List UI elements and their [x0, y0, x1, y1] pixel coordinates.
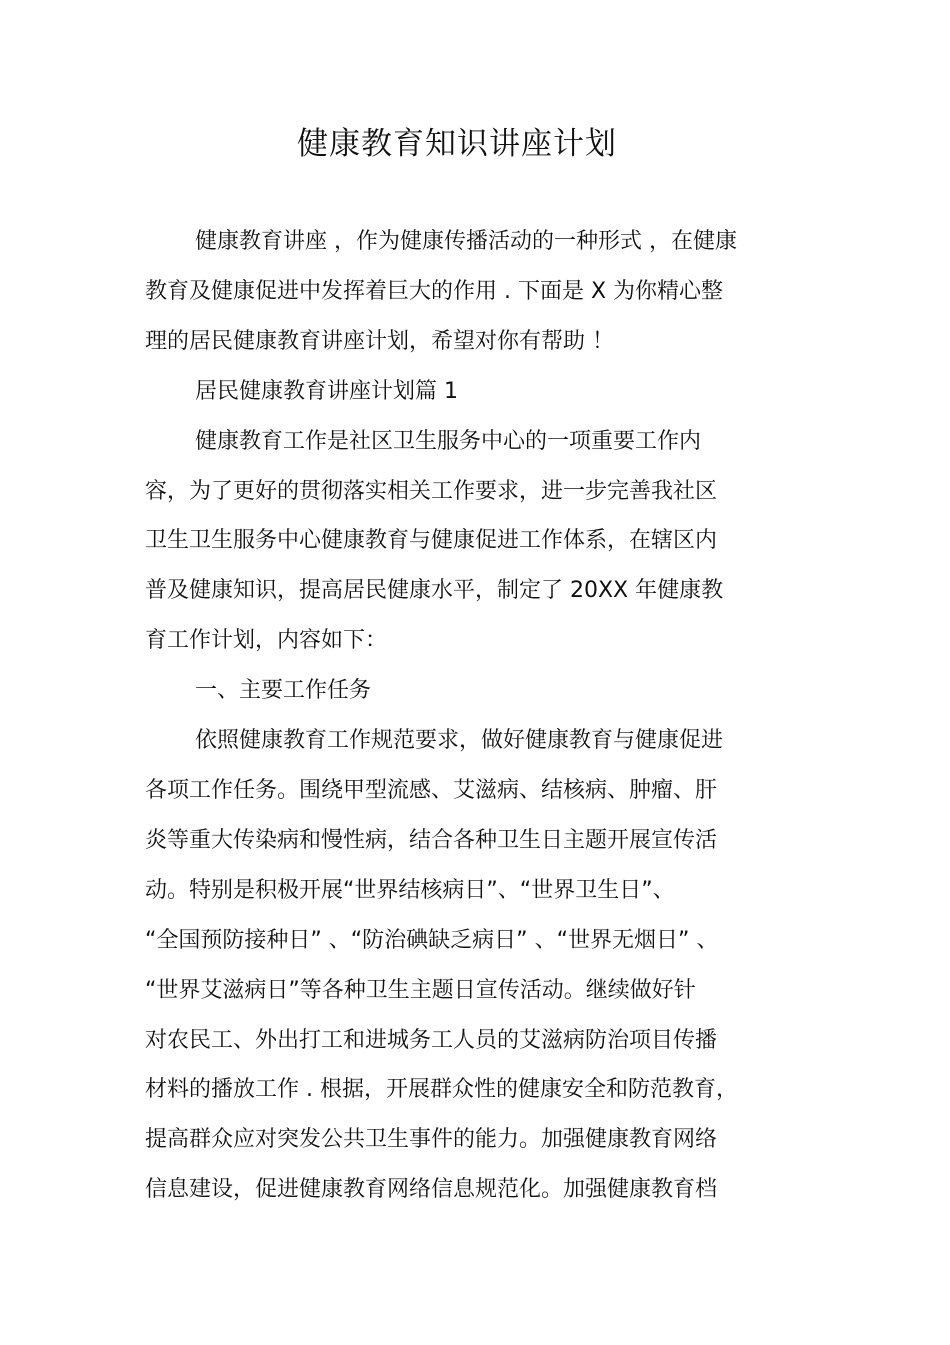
paragraph-line: 健康教育工作是社区卫生服务中心的一项重要工作内 — [195, 429, 702, 454]
paragraph-line: 各项工作任务。围绕甲型流感、艾滋病、结核病、肿瘤、肝 — [145, 778, 718, 803]
paragraph-line: “全国预防接种日” 、“防治碘缺乏病日” 、“世界无烟日” 、 — [145, 928, 719, 953]
paragraph-line: 普及健康知识，提高居民健康水平，制定了 20XX 年健康教 — [145, 578, 724, 603]
paragraph-line: “世界艾滋病日”等各种卫生主题日宣传活动。继续做好针 — [145, 978, 696, 1003]
paragraph-line: 对农民工、外出打工和进城务工人员的艾滋病防治项目传播 — [145, 1028, 718, 1053]
section-heading: 居民健康教育讲座计划篇 1 — [195, 379, 458, 404]
paragraph-line: 依照健康教育工作规范要求，做好健康教育与健康促进 — [195, 728, 724, 753]
paragraph-line: 理的居民健康教育讲座计划，希望对你有帮助 ！ — [145, 329, 614, 354]
paragraph-line: 健康教育讲座 ，作为健康传播活动的一种形式 ，在健康 — [195, 229, 737, 254]
section-heading: 一、主要工作任务 — [195, 678, 372, 703]
paragraph-line: 动。特别是积极开展“世界结核病日”、“世界卫生日”、 — [145, 878, 675, 903]
paragraph-line: 教育及健康促进中发挥着巨大的作用 . 下面是 X 为你精心整 — [145, 279, 724, 304]
paragraph-line: 卫生卫生服务中心健康教育与健康促进工作体系，在辖区内 — [145, 528, 718, 553]
paragraph-line: 材料的播放工作 . 根据，开展群众性的健康安全和防范教育， — [145, 1077, 738, 1102]
paragraph-line: 炎等重大传染病和慢性病，结合各种卫生日主题开展宣传活 — [145, 828, 718, 853]
paragraph-line: 育工作计划，内容如下： — [145, 628, 388, 653]
paragraph-line: 容，为了更好的贯彻落实相关工作要求，进一步完善我社区 — [145, 479, 718, 504]
paragraph-line: 提高群众应对突发公共卫生事件的能力。加强健康教育网络 — [145, 1127, 718, 1152]
paragraph-line: 信息建设，促进健康教育网络信息规范化。加强健康教育档 — [145, 1177, 718, 1202]
document-title: 健康教育知识讲座计划 — [297, 126, 617, 162]
